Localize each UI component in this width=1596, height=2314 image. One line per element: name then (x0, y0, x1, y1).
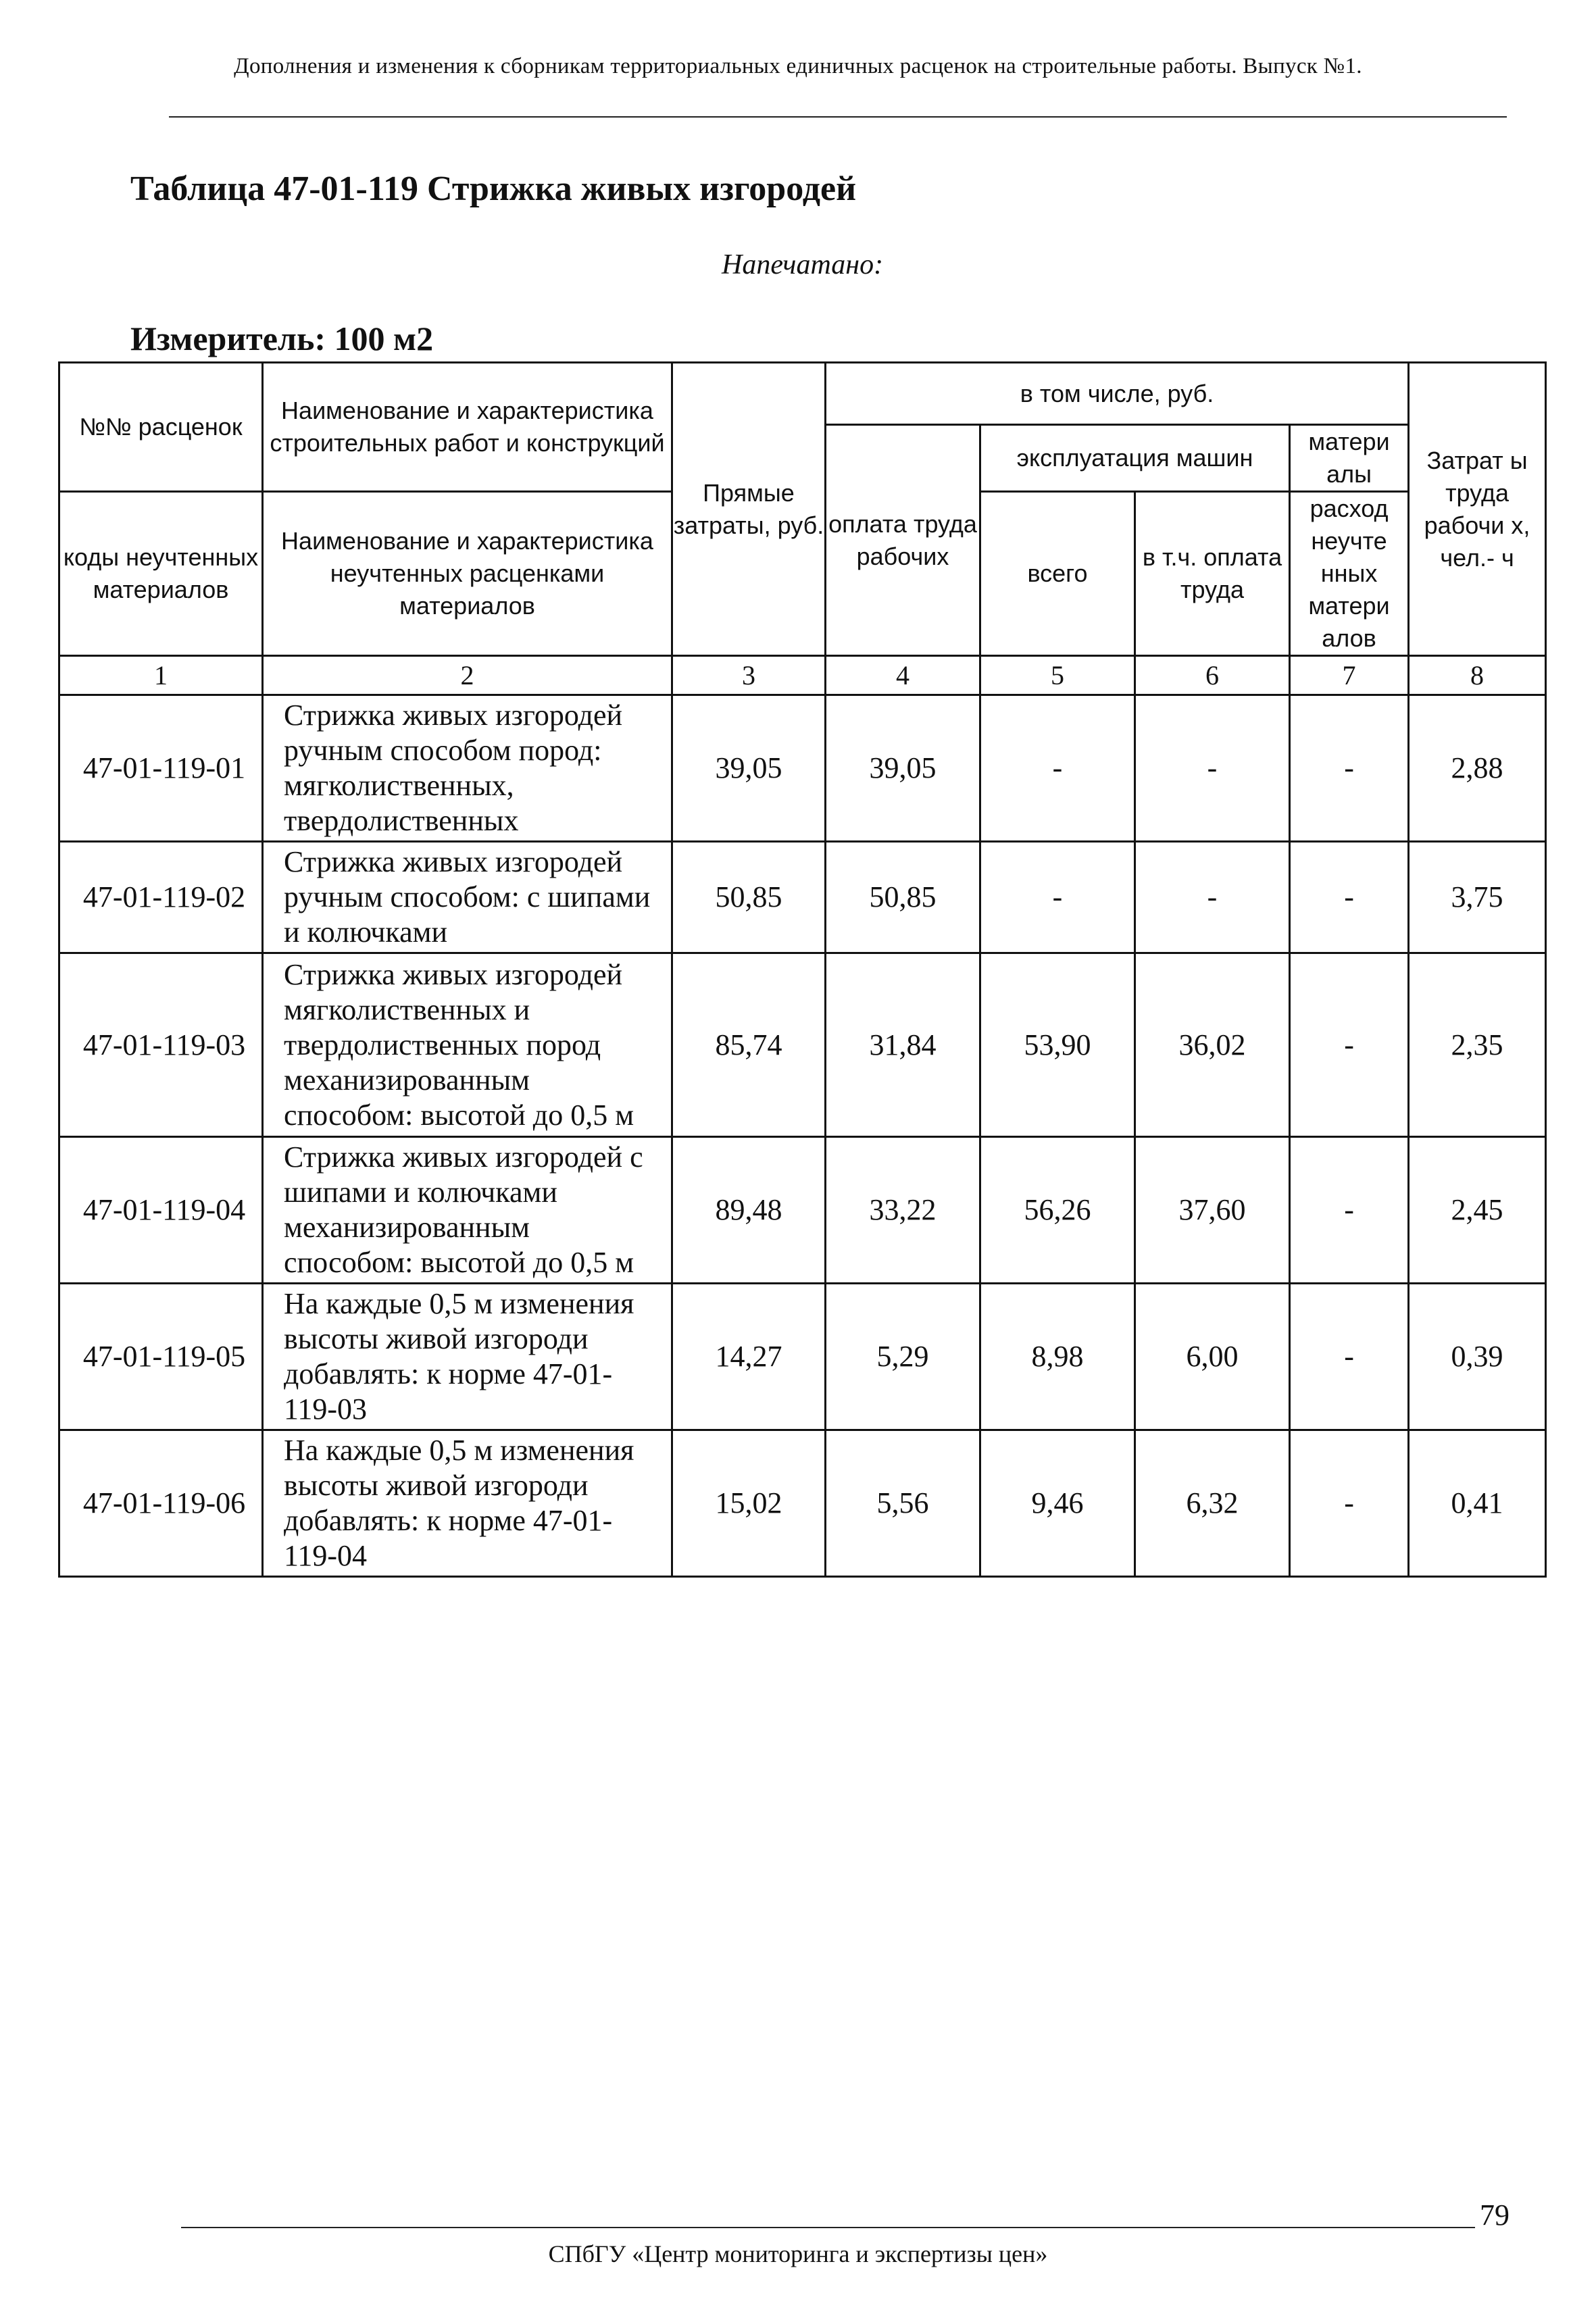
header-work-name: Наименование и характеристика строительных работ и конструкций (263, 363, 672, 492)
wages: 33,22 (826, 1137, 980, 1284)
machines-total: 8,98 (980, 1284, 1135, 1430)
materials: - (1290, 953, 1409, 1137)
rate-name: Стрижка живых изгородей с шипами и колючками механизированным способом: высотой до 0,5 м (263, 1137, 672, 1284)
rates-table (58, 361, 1547, 1578)
machines-wages: 36,02 (1135, 953, 1290, 1137)
header-material-name: Наименование и характеристика неучтенных расценками материалов (263, 492, 672, 656)
header-machines-total: всего (980, 492, 1135, 656)
footer-rule (181, 2227, 1475, 2228)
table-row (59, 1430, 1546, 1577)
table-row (59, 953, 1546, 1137)
table-title: Таблица 47-01-119 Стрижка живых изгородей (130, 170, 857, 208)
column-number-row (59, 656, 1546, 695)
rate-code: 47-01-119-06 (59, 1430, 263, 1577)
machines-total: 53,90 (980, 953, 1135, 1137)
column-number: 4 (826, 656, 980, 695)
wages: 50,85 (826, 842, 980, 953)
wages: 5,56 (826, 1430, 980, 1577)
column-number: 7 (1290, 656, 1409, 695)
header-including: в том числе, руб. (826, 363, 1409, 425)
table-row (59, 1137, 1546, 1284)
table-row (59, 1284, 1546, 1430)
materials: - (1290, 1284, 1409, 1430)
page-number: 79 (1480, 2198, 1510, 2232)
materials: - (1290, 842, 1409, 953)
table-row (59, 842, 1546, 953)
wages: 5,29 (826, 1284, 980, 1430)
rate-name: Стрижка живых изгородей ручным способом пород: мягколиственных, твердолиственных (263, 695, 672, 842)
labor: 2,45 (1409, 1137, 1546, 1284)
column-number: 1 (59, 656, 263, 695)
labor: 3,75 (1409, 842, 1546, 953)
machines-wages: - (1135, 695, 1290, 842)
header-machines-wages: в т.ч. оплата труда (1135, 492, 1290, 656)
rate-name: На каждые 0,5 м изменения высоты живой изгороди добавлять: к норме 47-01-119-04 (263, 1430, 672, 1577)
rate-code: 47-01-119-02 (59, 842, 263, 953)
machines-total: 56,26 (980, 1137, 1135, 1284)
header-wages: оплата труда рабочих (826, 425, 980, 656)
header-labor: Затрат ы труда рабочи х, чел.- ч (1409, 363, 1546, 656)
rate-code: 47-01-119-04 (59, 1137, 263, 1284)
direct-costs: 50,85 (672, 842, 826, 953)
labor: 2,88 (1409, 695, 1546, 842)
direct-costs: 14,27 (672, 1284, 826, 1430)
materials: - (1290, 1430, 1409, 1577)
materials: - (1290, 695, 1409, 842)
machines-total: - (980, 695, 1135, 842)
wages: 39,05 (826, 695, 980, 842)
wages: 31,84 (826, 953, 980, 1137)
footer-org: СПбГУ «Центр мониторинга и экспертизы цен» (548, 2240, 1048, 2267)
header-rule (169, 116, 1507, 118)
table-row (59, 695, 1546, 842)
machines-total: 9,46 (980, 1430, 1135, 1577)
column-number: 5 (980, 656, 1135, 695)
machines-wages: 37,60 (1135, 1137, 1290, 1284)
machines-wages: 6,32 (1135, 1430, 1290, 1577)
running-header: Дополнения и изменения к сборникам территориальных единичных расценок на строительные работы. Выпуск №1. (234, 54, 1362, 78)
header-direct-costs: Прямые затраты, руб. (672, 363, 826, 656)
header-materials-consumption: расход неучте нных матери алов (1290, 492, 1409, 656)
rate-code: 47-01-119-05 (59, 1284, 263, 1430)
labor: 0,39 (1409, 1284, 1546, 1430)
printed-note: Напечатано: (722, 249, 884, 280)
header-codes: коды неучтенных материалов (59, 492, 263, 656)
direct-costs: 85,74 (672, 953, 826, 1137)
header-rate-no: №№ расценок (59, 363, 263, 492)
rate-code: 47-01-119-01 (59, 695, 263, 842)
header-materials: матери алы (1290, 425, 1409, 492)
rate-name: На каждые 0,5 м изменения высоты живой изгороди добавлять: к норме 47-01-119-03 (263, 1284, 672, 1430)
rate-name: Стрижка живых изгородей мягколиственных и твердолиственных пород механизированным способом: высотой до 0,5 м (263, 953, 672, 1137)
rate-name: Стрижка живых изгородей ручным способом: с шипами и колючками (263, 842, 672, 953)
machines-wages: 6,00 (1135, 1284, 1290, 1430)
rate-code: 47-01-119-03 (59, 953, 263, 1137)
labor: 2,35 (1409, 953, 1546, 1137)
direct-costs: 39,05 (672, 695, 826, 842)
column-number: 3 (672, 656, 826, 695)
column-number: 2 (263, 656, 672, 695)
header-machines: эксплуатация машин (980, 425, 1290, 492)
labor: 0,41 (1409, 1430, 1546, 1577)
column-number: 6 (1135, 656, 1290, 695)
direct-costs: 15,02 (672, 1430, 826, 1577)
materials: - (1290, 1137, 1409, 1284)
column-number: 8 (1409, 656, 1546, 695)
unit-of-measure: Измеритель: 100 м2 (130, 320, 434, 357)
machines-total: - (980, 842, 1135, 953)
direct-costs: 89,48 (672, 1137, 826, 1284)
machines-wages: - (1135, 842, 1290, 953)
